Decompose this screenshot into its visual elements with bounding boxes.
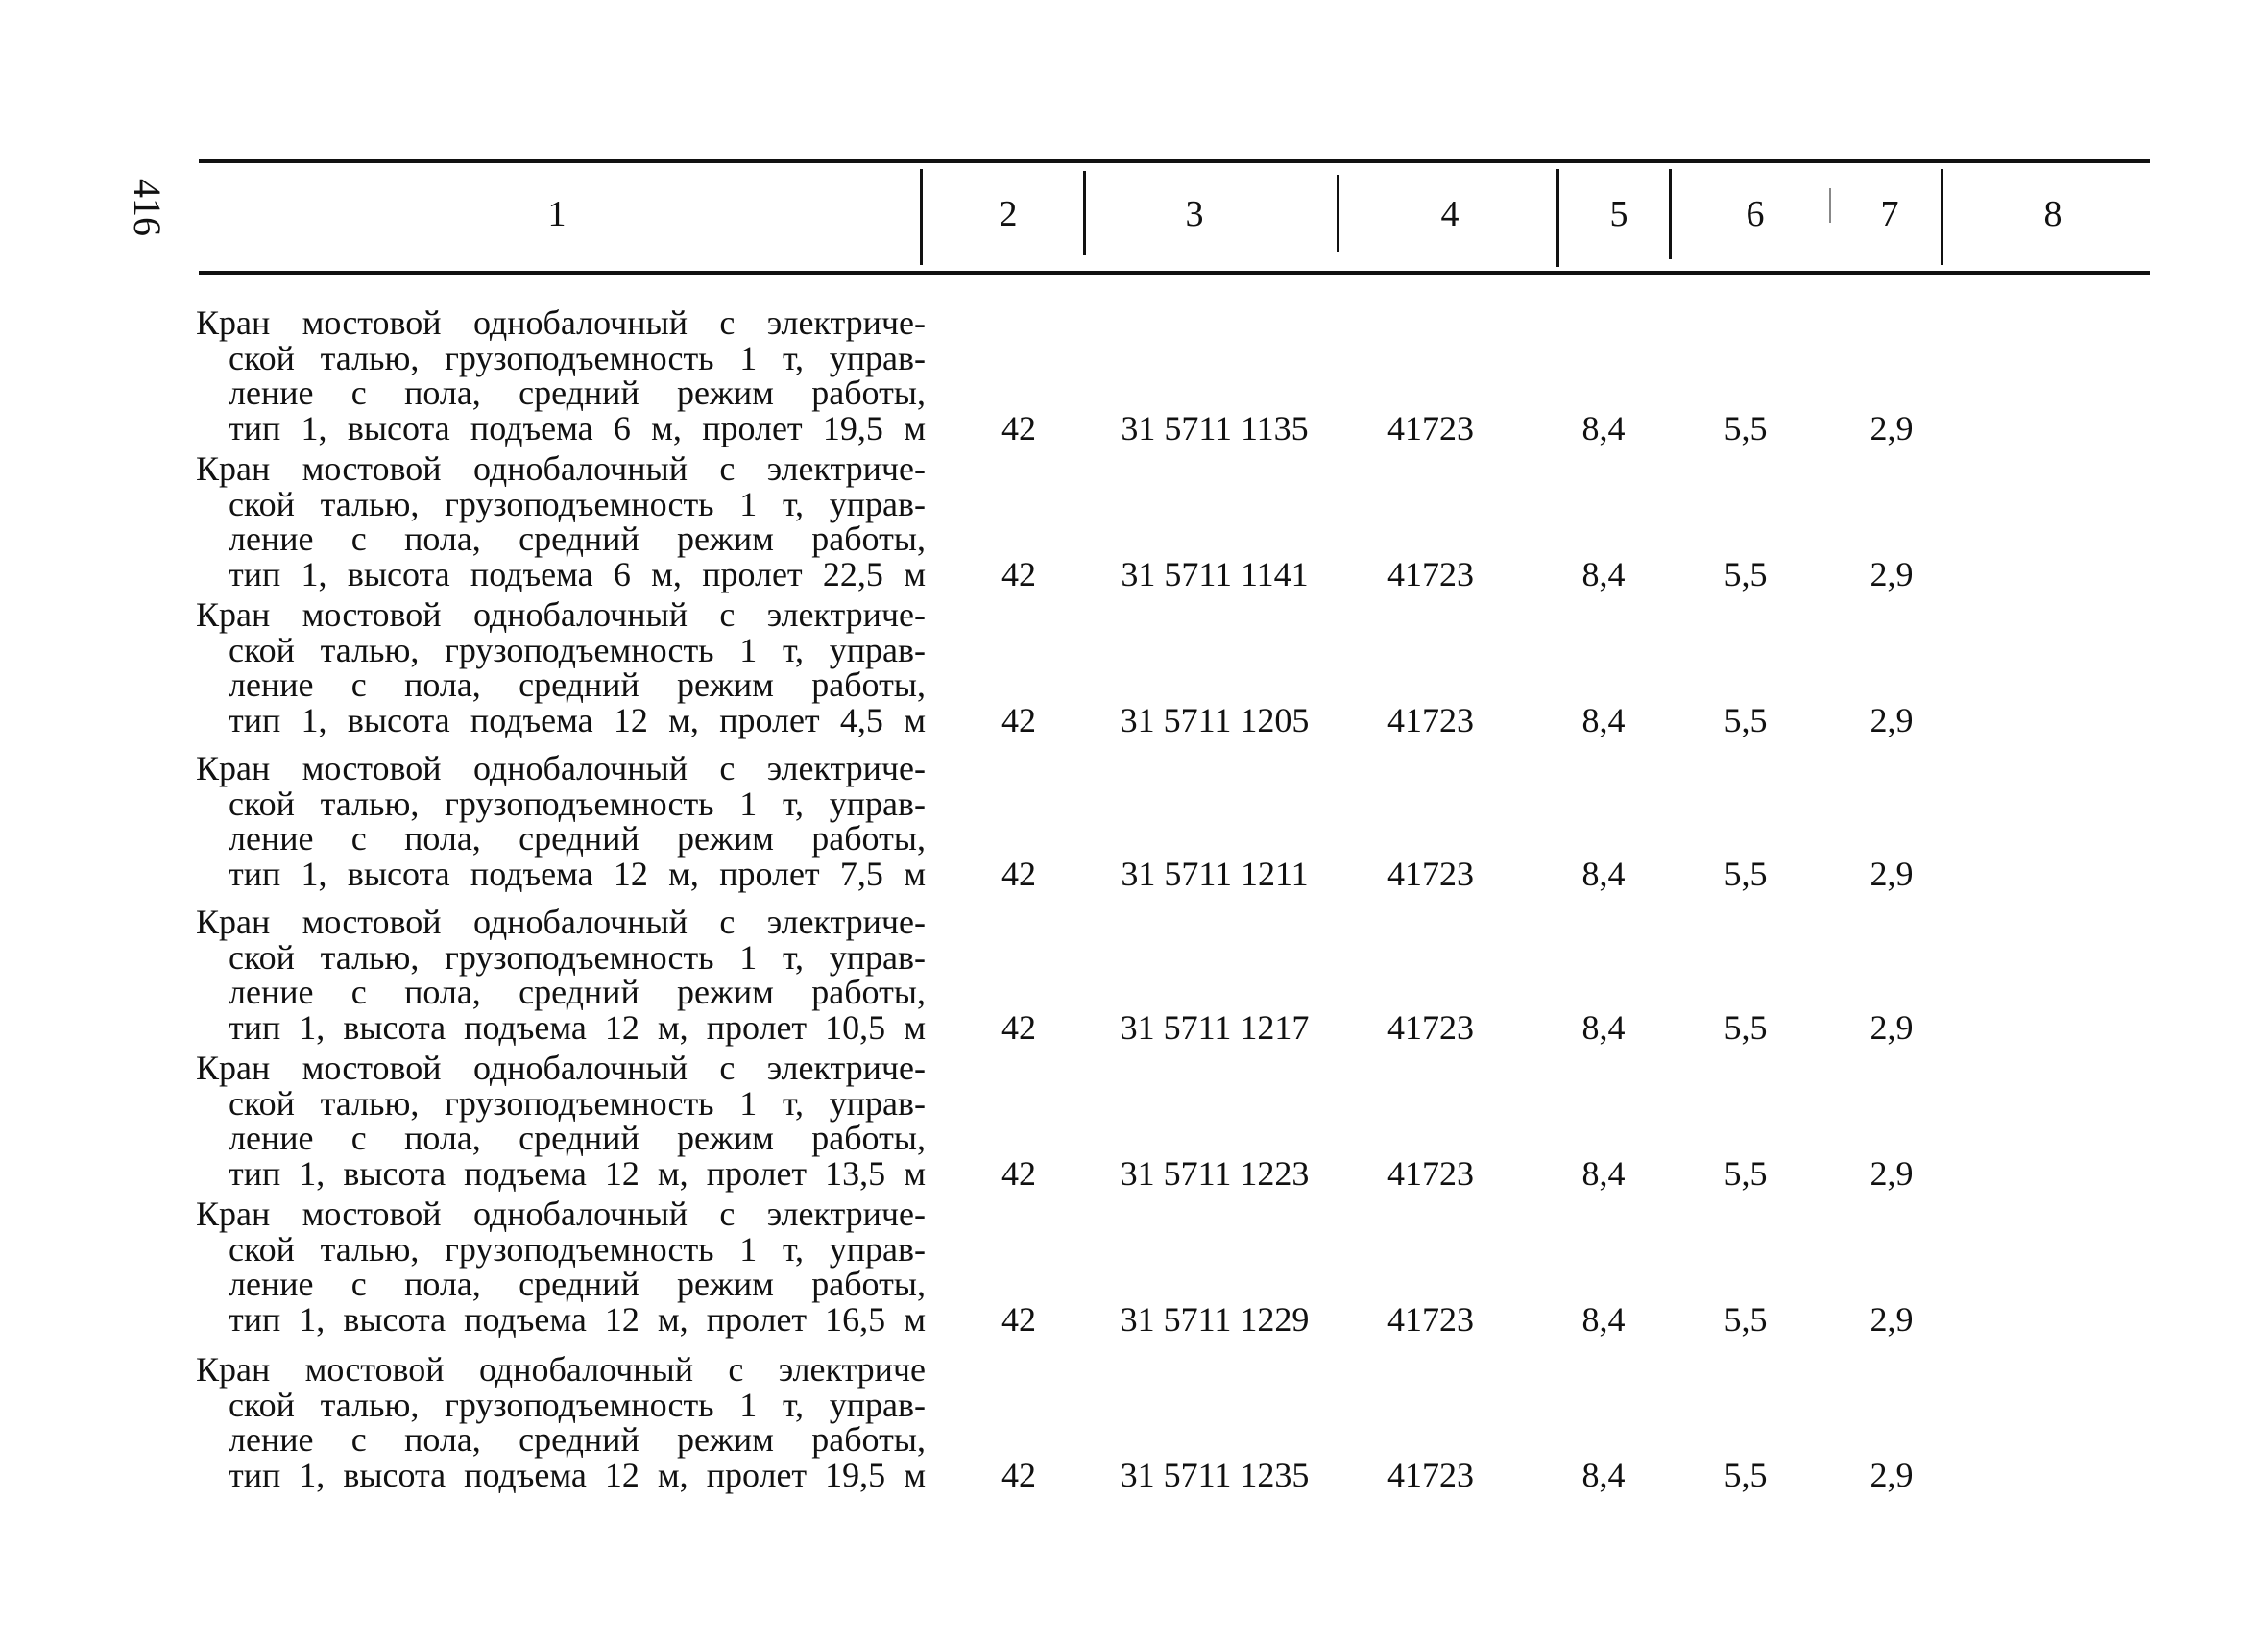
cell-c3: 31 5711 1211	[1121, 854, 1309, 893]
table-header-rule	[199, 271, 2150, 275]
cell-c3: 31 5711 1135	[1121, 408, 1309, 447]
description-line: Кран мостовой однобалочный с электриче-	[196, 1195, 926, 1233]
description-line: ской талью, грузоподъемность 1 т, управ-	[229, 1083, 926, 1123]
description-line: ление с пола, средний режим работы,	[229, 374, 926, 412]
cell-c2: 42	[1001, 554, 1036, 593]
cell-c4: 41723	[1387, 554, 1474, 593]
description-line: ской талью, грузоподъемность 1 т, управ-	[229, 338, 926, 377]
description-line: Кран мостовой однобалочный с электриче-	[196, 595, 926, 634]
description-line: ской талью, грузоподъемность 1 т, управ-	[229, 484, 926, 523]
cell-c2: 42	[1001, 1007, 1036, 1047]
cell-c6: 5,5	[1724, 700, 1768, 739]
column-divider	[1829, 188, 1831, 223]
cell-c6: 5,5	[1724, 408, 1768, 447]
cell-c7: 2,9	[1870, 554, 1914, 593]
description-line: ление с пола, средний режим работы,	[229, 665, 926, 704]
description-line: ление с пола, средний режим работы,	[229, 819, 926, 858]
description-line: Кран мостовой однобалочный с электриче	[196, 1350, 926, 1389]
description-line: тип 1, высота подъема 12 м, пролет 7,5 м	[229, 854, 926, 893]
description-line: тип 1, высота подъема 12 м, пролет 13,5 м	[229, 1153, 926, 1193]
description-line: ление с пола, средний режим работы,	[229, 1119, 926, 1157]
cell-c7: 2,9	[1870, 854, 1914, 893]
cell-c3: 31 5711 1223	[1120, 1153, 1310, 1193]
column-header-6: 6	[1746, 194, 1765, 234]
description-line: ление с пола, средний режим работы,	[229, 1420, 926, 1459]
cell-c4: 41723	[1387, 408, 1474, 447]
description-line: ление с пола, средний режим работы,	[229, 973, 926, 1011]
cell-c2: 42	[1001, 1153, 1036, 1193]
table-row	[0, 1352, 2268, 1496]
cell-c7: 2,9	[1870, 700, 1914, 739]
cell-c7: 2,9	[1870, 1153, 1914, 1193]
table-top-rule	[199, 159, 2150, 163]
table-row	[0, 1051, 2268, 1195]
column-header-5: 5	[1609, 194, 1629, 234]
column-divider	[1083, 171, 1086, 255]
table-row	[0, 905, 2268, 1049]
description-line: ской талью, грузоподъемность 1 т, управ-	[229, 937, 926, 977]
description-line: тип 1, высота подъема 6 м, пролет 19,5 м	[229, 408, 926, 447]
column-header-1: 1	[547, 194, 567, 234]
cell-c5: 8,4	[1581, 1007, 1626, 1047]
table-row	[0, 597, 2268, 741]
column-header-7: 7	[1880, 194, 1899, 234]
description-line: тип 1, высота подъема 6 м, пролет 22,5 м	[229, 554, 926, 593]
cell-c4: 41723	[1387, 1299, 1474, 1339]
cell-c6: 5,5	[1724, 854, 1768, 893]
description-line: Кран мостовой однобалочный с электриче-	[196, 749, 926, 787]
page-number: 416	[126, 179, 169, 236]
cell-c2: 42	[1001, 1455, 1036, 1494]
cell-c6: 5,5	[1724, 1455, 1768, 1494]
description-line: тип 1, высота подъема 12 м, пролет 10,5 м	[229, 1007, 926, 1047]
cell-c6: 5,5	[1724, 1153, 1768, 1193]
cell-c5: 8,4	[1581, 1299, 1626, 1339]
column-divider	[1337, 175, 1339, 252]
cell-c5: 8,4	[1581, 1455, 1626, 1494]
column-header-4: 4	[1440, 194, 1460, 234]
cell-c5: 8,4	[1581, 408, 1626, 447]
description-line: Кран мостовой однобалочный с электриче-	[196, 903, 926, 941]
description-line: ление с пола, средний режим работы,	[229, 520, 926, 558]
description-line: Кран мостовой однобалочный с электриче-	[196, 303, 926, 342]
column-divider	[1941, 169, 1943, 265]
column-header-3: 3	[1185, 194, 1204, 234]
cell-c2: 42	[1001, 1299, 1036, 1339]
cell-c5: 8,4	[1581, 554, 1626, 593]
description-line: ской талью, грузоподъемность 1 т, управ-	[229, 1385, 926, 1424]
column-header-8: 8	[2043, 194, 2063, 234]
cell-c7: 2,9	[1870, 408, 1914, 447]
cell-c2: 42	[1001, 408, 1036, 447]
cell-c4: 41723	[1387, 1007, 1474, 1047]
cell-c6: 5,5	[1724, 1299, 1768, 1339]
cell-c7: 2,9	[1870, 1299, 1914, 1339]
cell-c4: 41723	[1387, 1153, 1474, 1193]
table-row	[0, 451, 2268, 595]
cell-c6: 5,5	[1724, 1007, 1768, 1047]
description-line: тип 1, высота подъема 12 м, пролет 19,5 м	[229, 1455, 926, 1494]
description-line: тип 1, высота подъема 12 м, пролет 4,5 м	[229, 700, 926, 739]
cell-c4: 41723	[1387, 854, 1474, 893]
cell-c2: 42	[1001, 700, 1036, 739]
cell-c3: 31 5711 1235	[1120, 1455, 1310, 1494]
description-line: Кран мостовой однобалочный с электриче-	[196, 449, 926, 488]
description-line: ской талью, грузоподъемность 1 т, управ-	[229, 630, 926, 669]
cell-c4: 41723	[1387, 700, 1474, 739]
cell-c7: 2,9	[1870, 1007, 1914, 1047]
cell-c3: 31 5711 1205	[1120, 700, 1310, 739]
description-line: ской талью, грузоподъемность 1 т, управ-	[229, 1229, 926, 1269]
description-line: тип 1, высота подъема 12 м, пролет 16,5 м	[229, 1299, 926, 1339]
description-line: ской талью, грузоподъемность 1 т, управ-	[229, 784, 926, 823]
cell-c7: 2,9	[1870, 1455, 1914, 1494]
column-divider	[1669, 169, 1672, 259]
cell-c5: 8,4	[1581, 854, 1626, 893]
column-header-2: 2	[999, 194, 1018, 234]
cell-c3: 31 5711 1217	[1120, 1007, 1310, 1047]
column-divider	[920, 169, 923, 265]
table-row	[0, 1197, 2268, 1341]
cell-c3: 31 5711 1141	[1121, 554, 1309, 593]
table-row	[0, 305, 2268, 449]
cell-c3: 31 5711 1229	[1120, 1299, 1310, 1339]
description-line: Кран мостовой однобалочный с электриче-	[196, 1049, 926, 1087]
cell-c6: 5,5	[1724, 554, 1768, 593]
cell-c4: 41723	[1387, 1455, 1474, 1494]
table-row	[0, 751, 2268, 895]
column-divider	[1556, 169, 1559, 267]
description-line: ление с пола, средний режим работы,	[229, 1265, 926, 1303]
cell-c2: 42	[1001, 854, 1036, 893]
cell-c5: 8,4	[1581, 1153, 1626, 1193]
cell-c5: 8,4	[1581, 700, 1626, 739]
